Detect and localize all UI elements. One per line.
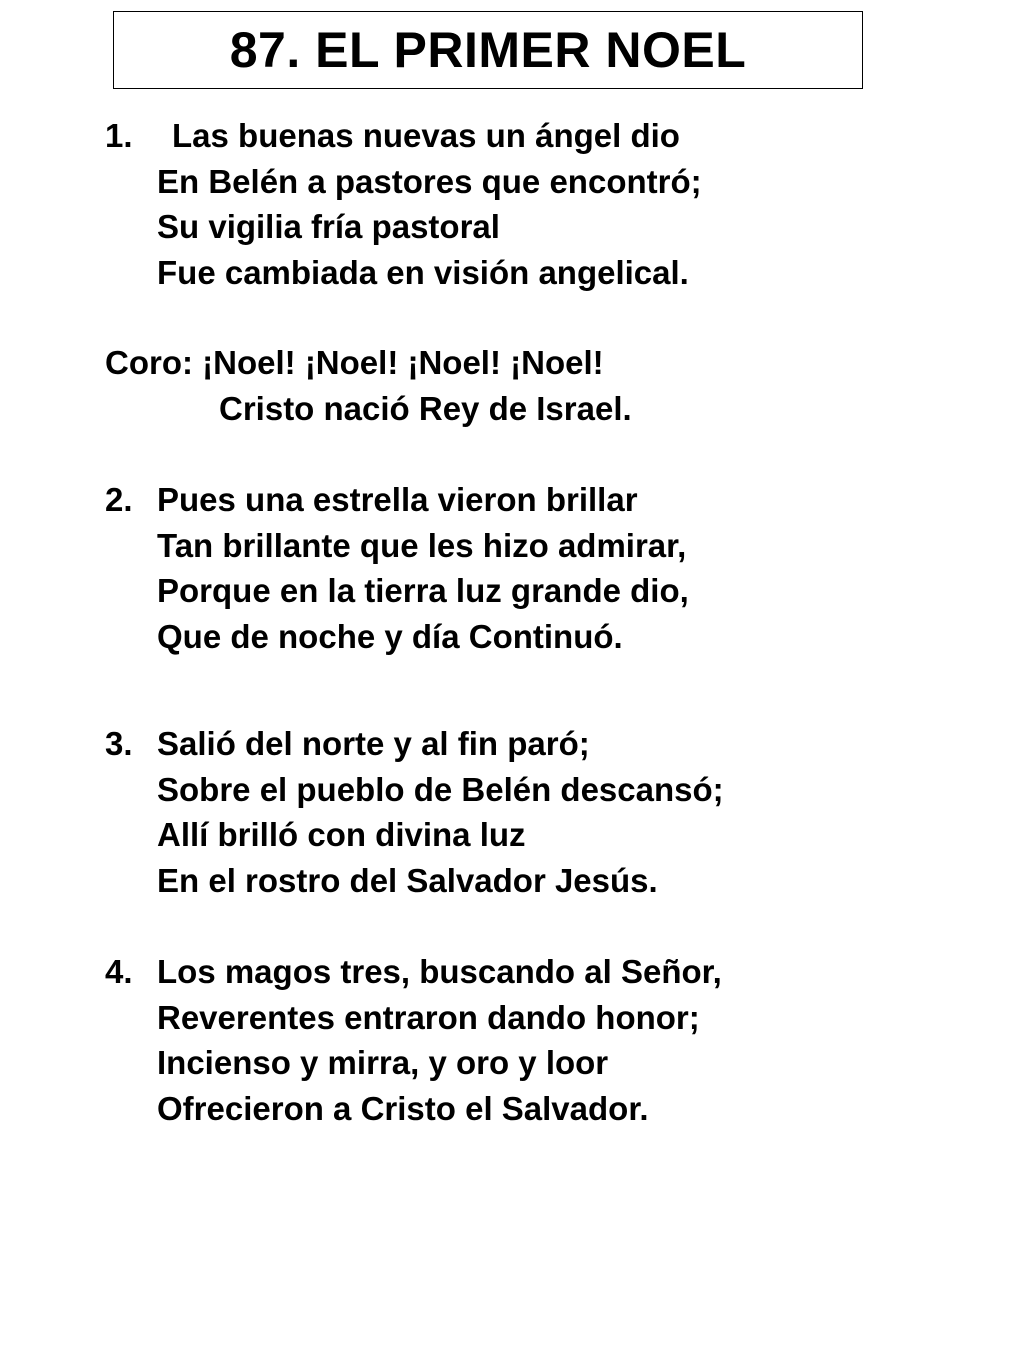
verse-line: En Belén a pastores que encontró; <box>157 162 702 200</box>
verse-line-text: Las buenas nuevas un ángel dio <box>172 117 680 154</box>
verse-line: Incienso y mirra, y oro y loor <box>157 1044 609 1081</box>
verse-line <box>105 721 724 767</box>
verse-1 <box>105 113 702 295</box>
verse-line: Que de noche y día Continuó. <box>157 617 623 655</box>
verse-number: 3. <box>105 725 133 762</box>
verse-line-text: Pues una estrella vieron brillar <box>157 481 638 518</box>
chorus-line-text: ¡Noel! ¡Noel! ¡Noel! ¡Noel! <box>202 344 604 381</box>
verse-line <box>105 477 689 523</box>
chorus-line <box>105 340 632 386</box>
title-box <box>113 11 863 89</box>
chorus <box>105 340 632 431</box>
verse-line-text: Salió del norte y al fin paró; <box>157 725 590 762</box>
page-title: 87. EL PRIMER NOEL <box>229 22 747 78</box>
verse-line <box>105 949 722 995</box>
verse-line: Fue cambiada en visión angelical. <box>157 253 689 291</box>
verse-line: Reverentes entraron dando honor; <box>157 998 700 1036</box>
chorus-line: Cristo nació Rey de Israel. <box>219 389 632 427</box>
verse-line: Tan brillante que les hizo admirar, <box>157 526 687 564</box>
verse-line: Su vigilia fría pastoral <box>157 208 500 245</box>
verse-line <box>105 113 702 159</box>
verse-number: 1. <box>105 117 133 154</box>
verse-line: Allí brilló con divina luz <box>157 816 526 853</box>
verse-line: Sobre el pueblo de Belén descansó; <box>157 770 724 808</box>
verse-4 <box>105 949 722 1131</box>
verse-line: Ofrecieron a Cristo el Salvador. <box>157 1089 649 1127</box>
verse-number: 2. <box>105 481 133 518</box>
verse-2 <box>105 477 689 659</box>
verse-number: 4. <box>105 953 133 990</box>
verse-line-text: Los magos tres, buscando al Señor, <box>157 953 722 990</box>
verse-line: En el rostro del Salvador Jesús. <box>157 861 658 899</box>
verse-line: Porque en la tierra luz grande dio, <box>157 572 689 609</box>
verse-3 <box>105 721 724 903</box>
chorus-label: Coro: <box>105 344 193 381</box>
